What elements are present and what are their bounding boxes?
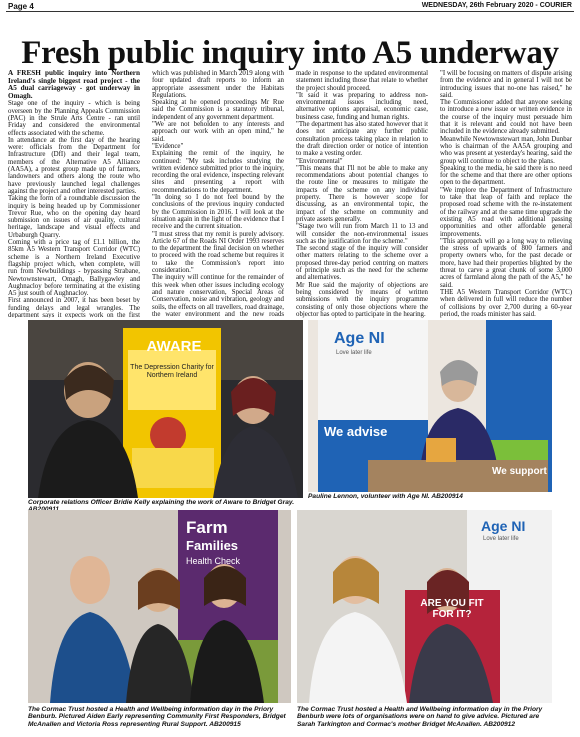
- article-column-2: [152, 70, 284, 318]
- article-paragraph: "The department has also stated however that it does not anticipate any further public consultation process taking place in relation to the draft direction order or notice of intention to make a vesting order.: [296, 121, 428, 158]
- article-paragraph: Speaking at he opened proceedings Mr Rue said the Commission is a statutory tribunal, independent of any government department.: [152, 99, 284, 121]
- article-column-1: [8, 70, 140, 318]
- fit-leaflet-title: ARE YOU FIT FOR IT?: [420, 598, 484, 620]
- photo-aware-stand: [28, 320, 303, 498]
- article-paragraph: "It said it was preparing to address non-environmental issues including need, alternative options appraisal, economic case, business case, funding and human rights.: [296, 91, 428, 121]
- photo-ageni-caption: Pauline Lennon, volunteer with Age NI. AB200914: [308, 493, 463, 500]
- article-paragraph: "This means that I'll not be able to make any recommendations about potential changes to the route line or measures to mitigate the impacts of the scheme on any individual property. There is however scope for discussing, as an environmental topic, the impact of the scheme on community and private assets generally.: [296, 164, 428, 223]
- article-paragraph: A FRESH public inquiry into Northern Ireland's single biggest road project - the A5 dual carriageway - got underway in Omagh.: [8, 70, 140, 100]
- article-paragraph: In attendance at the first day of the hearing were: officials from the Department for Infrastructure (DfI) and their legal team, members of the Alternative A5 Alliance (AA5A), a protest group made up of farmers, landowners and others along the route who have previously launched legal challenges against the project and other interested parties.: [8, 136, 140, 195]
- aware-logo-text: AWARE: [146, 338, 202, 355]
- fit-ageni-slogan: Love later life: [483, 536, 519, 542]
- article-paragraph: "Environmental": [296, 157, 343, 165]
- farm-sign-word3: Health Check: [186, 556, 241, 566]
- farm-sign-word1: Farm: [186, 518, 228, 537]
- article-paragraph: First announced in 2007, it has been beset by funding delays and legal wrangles. The department says it expects work on the first: [8, 297, 140, 318]
- ageni-logo-text: Age NI: [334, 330, 385, 347]
- article-paragraph: Coming with a price tag of £1.1 billion, the 85km A5 Western Transport Corridor (WTC) scheme is a Northern Ireland Executive flagship project which, when complete, will run from Newbuildings - bypassing Strabane, Newtownstewart, Omagh, Ballygawley and Aughnacloy before terminating at the existing A5 just south of Aughnacloy.: [8, 239, 140, 298]
- article-paragraph: THE A5 Western Transport Corridor (WTC) when delivered in full will reduce the number of collisions by over 2,700 during a 60-year period, the roads minister has said.: [440, 288, 572, 318]
- article-paragraph: "Stage two will run from March 11 to 13 and will consider the non-environmental issues such as the justification for the scheme.": [296, 223, 428, 245]
- article-paragraph: "We implore the Department of Infrastructure to take that leap of faith and replace the proposed road scheme with the re-instatement of the railway and at the same time upgrade the existing A5 road with additional passing opportunities and other affordable general improvements.: [440, 186, 572, 238]
- ageni-we-advise: We advise: [324, 424, 388, 439]
- photo-fit-caption: The Cormac Trust hosted a Health and Wellbeing information day in the Priory Benburb were lots of organisations were on hand to give advice. Pictured are Sarah Tarkington and Cormac's mother Bridget McAnallen. AB200912: [297, 706, 543, 728]
- article-paragraph: "This approach will go a long way to relieving the stress of upwards of 800 farmers and property owners who, for the past decade or more, have had their properties blighted by the threat to carve a great chunk of some 3,000 acres of farmland along the path of the A5," he said.: [440, 237, 572, 289]
- article-paragraph: "We are not beholden to any interests and approach our work with an open mind," he said.: [152, 121, 284, 143]
- article-column-4: [440, 70, 572, 318]
- photo-aware-caption: Corporate relations Officer Bridie Kelly explaining the work of Aware to Bridget Gray.: [28, 499, 295, 506]
- article-paragraph: "Evidence": [152, 142, 184, 150]
- article-paragraph: The inquiry will continue for the remainder of this week when other issues including ecology and nature conservation, Special Areas of Conservation, noise and vibration, geology and soils, the effects on all travellers, road drainage, the water environment and the new roads: [152, 274, 284, 318]
- page-header: [0, 0, 580, 34]
- article-paragraph: The second stage of the inquiry will consider other matters relating to the scheme over a proposed three-day period centring on matters of principle such as the need for the scheme and alternatives.: [296, 245, 428, 282]
- photo-farm-illustration: [28, 510, 291, 703]
- photo-farm-families: [28, 510, 291, 703]
- photo-farm-caption: The Cormac Trust hosted a Health and Wellbeing information day in the Priory Benburb. Pictured Aiden Early representing Community First Responders, Bridget McAnallen and Victoria Ross representing Rural Support. AB200915: [28, 706, 286, 728]
- farm-sign-word2: Families: [186, 538, 239, 553]
- fit-ageni-logo: Age NI: [481, 518, 526, 534]
- article-body: [8, 70, 572, 318]
- aware-tagline: The Depression Charity for Northern Ireland: [130, 364, 214, 379]
- article-paragraph: made in response to the updated environmental statement including those that relate to whether the project should proceed.: [296, 70, 428, 92]
- ageni-slogan: Love later life: [336, 350, 372, 356]
- article-paragraph: Mr Rue said the majority of objections are being considered by means of written submissions with the inquiry programme consisting of only those objections where the objector has opted to participate in the hearing.: [296, 281, 428, 318]
- article-paragraph: Meanwhile Newtownstewart man, John Dunbar who is chairman of the AA5A grouping and who was present at yesterday's hearing, said the group will continue to object to the plans.: [440, 135, 572, 165]
- article-paragraph: "I must stress that my remit is purely advisory. Article 67 of the Roads NI Order 1993 reserves to the department the final decision on whether to proceed with the road scheme but requires it to take the Commission's report into consideration.": [152, 230, 284, 275]
- dateline: WEDNESDAY, 26th February 2020 - COURIER: [421, 2, 572, 9]
- article-column-3: [296, 70, 428, 318]
- header-rule: [6, 11, 574, 12]
- photo-ageni-volunteer: [308, 320, 552, 492]
- ageni-we-support: We support: [492, 466, 547, 477]
- article-paragraph: which was published in March 2019 along with four updated draft reports to inform an appropriate assessment under the Habitats Regulations.: [152, 70, 284, 99]
- article-paragraph: Explaining the remit of the inquiry, he continued: "My task includes studying the written evidence submitted prior to the inquiry, recording the oral evidence, inspecting relevant sites and presenting a report with recommendations to the department.: [152, 150, 284, 194]
- page-number: Page 4: [8, 2, 34, 11]
- article-paragraph: Speaking to the media, he said there is no need for the scheme and that there are other options open to the department.: [440, 164, 572, 187]
- article-paragraph: "In doing so I do not feel bound by the conclusions of the previous inquiry conducted by the Commission in 2016. I will look at the situation again in the light of the evidence that I receive and the current situation.: [152, 194, 284, 231]
- article-paragraph: The Commissioner added that anyone seeking to introduce a new issue or written evidence in the course of the inquiry must persuade him that it is relevant and could not have been included in the evidence already submitted.: [440, 99, 572, 136]
- article-paragraph: Taking the form of a roundtable discussion the inquiry is being headed up by Commissioner Trevor Rue, who on the opening day heard submission on issues of air quality, cultural heritage, landscape and visual effects and Urbaburgh Quarry.: [8, 195, 140, 239]
- article-paragraph: "I will be focusing on matters of dispute arising from the evidence and in general I will not be introducing issues that no-one has raised," he said.: [440, 70, 572, 99]
- photo-ageni-fit: [297, 510, 552, 703]
- headline: Fresh public inquiry into A5 underway: [21, 35, 559, 71]
- article-paragraph: Stage one of the inquiry - which is being overseen by the Planning Appeals Commission (PAC) in the Strule Arts Centre - ran until Friday and considered the environmental effects associated with the scheme.: [8, 100, 140, 137]
